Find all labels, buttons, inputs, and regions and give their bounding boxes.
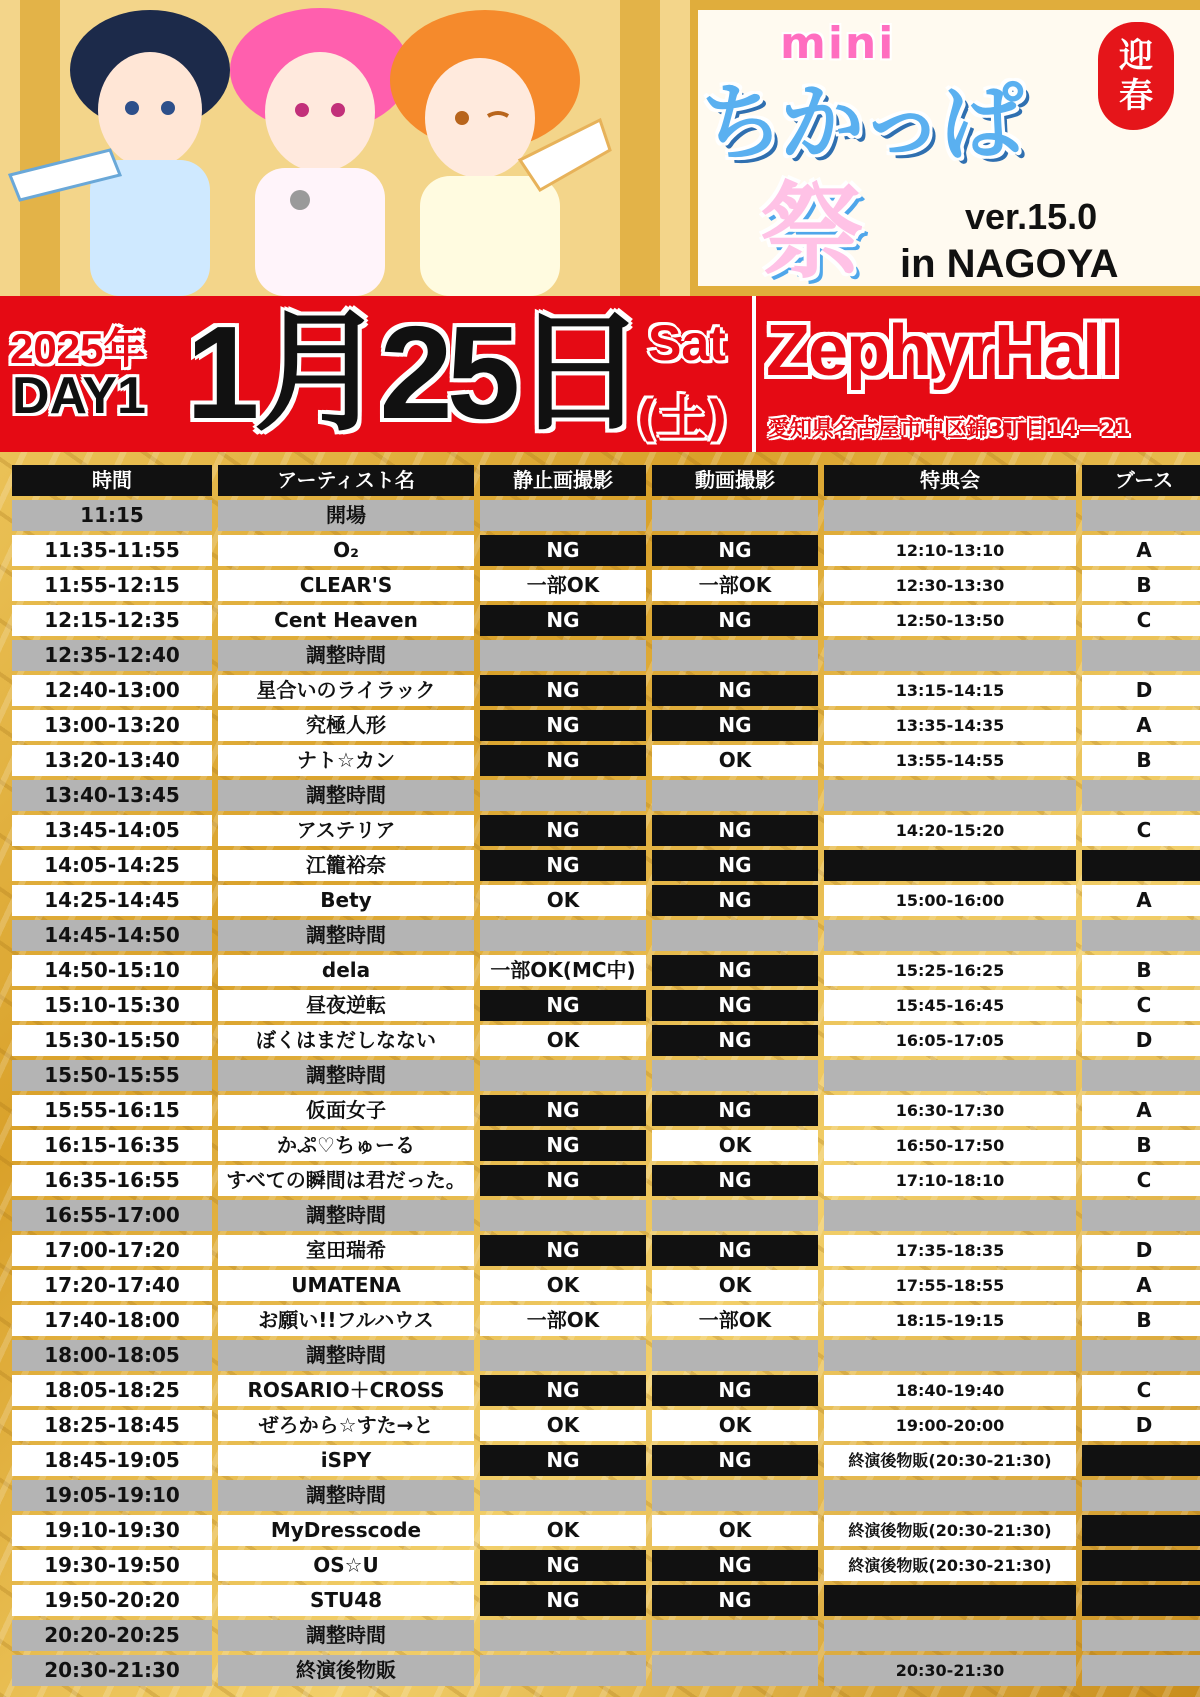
time-cell: 17:00-17:20 (12, 1235, 212, 1266)
artist-cell: 江籠裕奈 (218, 850, 474, 881)
video-cell: OK (652, 745, 818, 776)
time-cell: 14:45-14:50 (12, 920, 212, 951)
benefit-event-cell: 17:10-18:10 (824, 1165, 1076, 1196)
artist-cell: 調整時間 (218, 1340, 474, 1371)
artist-cell: 調整時間 (218, 1200, 474, 1231)
benefit-event-cell: 17:55-18:55 (824, 1270, 1076, 1301)
time-cell: 15:30-15:50 (12, 1025, 212, 1056)
benefit-event-cell (824, 1620, 1076, 1651)
time-cell: 12:40-13:00 (12, 675, 212, 706)
time-cell: 17:20-17:40 (12, 1270, 212, 1301)
photo-cell: NG (480, 535, 646, 566)
booth-cell (1082, 500, 1200, 531)
photo-cell: NG (480, 605, 646, 636)
video-cell: 一部OK (652, 570, 818, 601)
video-cell: NG (652, 1585, 818, 1616)
booth-cell: A (1082, 535, 1200, 566)
date-block (0, 296, 750, 452)
booth-cell: C (1082, 1375, 1200, 1406)
artist-cell: ぼくはまだしなない (218, 1025, 474, 1056)
benefit-event-cell (824, 780, 1076, 811)
benefit-event-cell: 15:25-16:25 (824, 955, 1076, 986)
booth-cell: A (1082, 710, 1200, 741)
time-cell: 19:10-19:30 (12, 1515, 212, 1546)
time-cell: 18:00-18:05 (12, 1340, 212, 1371)
poster-header (0, 0, 1200, 296)
benefit-event-cell (824, 640, 1076, 671)
video-cell: NG (652, 1235, 818, 1266)
booth-cell: B (1082, 1305, 1200, 1336)
video-cell: NG (652, 605, 818, 636)
artist-cell: お願い!!フルハウス (218, 1305, 474, 1336)
booth-cell (1082, 850, 1200, 881)
event-year: 2025年 (10, 325, 146, 372)
benefit-event-cell: 12:50-13:50 (824, 605, 1076, 636)
booth-cell: B (1082, 955, 1200, 986)
header-booth: ブース (1082, 465, 1200, 496)
event-city: in NAGOYA (900, 242, 1119, 286)
day-label: DAY1 (12, 367, 146, 425)
booth-cell (1082, 1550, 1200, 1581)
benefit-event-cell: 16:30-17:30 (824, 1095, 1076, 1126)
weekday-en: Sat (648, 315, 726, 371)
time-cell: 13:45-14:05 (12, 815, 212, 846)
event-date: 1月25日 (186, 299, 641, 446)
artist-cell: 調整時間 (218, 640, 474, 671)
video-cell: NG (652, 990, 818, 1021)
benefit-event-cell: 終演後物販(20:30-21:30) (824, 1515, 1076, 1546)
booth-cell (1082, 780, 1200, 811)
video-cell: NG (652, 815, 818, 846)
video-cell: OK (652, 1515, 818, 1546)
video-cell (652, 1655, 818, 1686)
event-logo: ちかっぱ (700, 74, 1021, 172)
benefit-event-cell (824, 850, 1076, 881)
booth-cell (1082, 1620, 1200, 1651)
photo-cell: NG (480, 1550, 646, 1581)
booth-cell (1082, 1655, 1200, 1686)
benefit-event-cell: 18:40-19:40 (824, 1375, 1076, 1406)
artist-cell: OS☆U (218, 1550, 474, 1581)
booth-cell: C (1082, 1165, 1200, 1196)
booth-cell: D (1082, 675, 1200, 706)
benefit-event-cell (824, 920, 1076, 951)
time-cell: 13:40-13:45 (12, 780, 212, 811)
photo-cell: NG (480, 990, 646, 1021)
artist-cell: 仮面女子 (218, 1095, 474, 1126)
artist-cell: MyDresscode (218, 1515, 474, 1546)
video-cell: NG (652, 1095, 818, 1126)
booth-cell: B (1082, 570, 1200, 601)
benefit-event-cell: 12:30-13:30 (824, 570, 1076, 601)
video-cell: NG (652, 955, 818, 986)
artist-cell: UMATENA (218, 1270, 474, 1301)
time-cell: 19:05-19:10 (12, 1480, 212, 1511)
benefit-event-cell: 16:05-17:05 (824, 1025, 1076, 1056)
booth-cell: C (1082, 605, 1200, 636)
video-cell: OK (652, 1270, 818, 1301)
benefit-event-cell (824, 1585, 1076, 1616)
photo-cell: NG (480, 1445, 646, 1476)
photo-cell: NG (480, 1375, 646, 1406)
video-cell: NG (652, 850, 818, 881)
video-cell: NG (652, 535, 818, 566)
artist-cell: 開場 (218, 500, 474, 531)
booth-cell: A (1082, 1270, 1200, 1301)
event-version: ver.15.0 (965, 196, 1098, 237)
benefit-event-cell (824, 1200, 1076, 1231)
photo-cell: NG (480, 745, 646, 776)
benefit-event-cell: 終演後物販(20:30-21:30) (824, 1445, 1076, 1476)
video-cell (652, 500, 818, 531)
artist-cell: dela (218, 955, 474, 986)
benefit-event-cell (824, 1480, 1076, 1511)
photo-cell: NG (480, 1235, 646, 1266)
booth-cell: D (1082, 1410, 1200, 1441)
video-cell (652, 780, 818, 811)
video-cell (652, 640, 818, 671)
time-cell: 13:20-13:40 (12, 745, 212, 776)
artist-cell: STU48 (218, 1585, 474, 1616)
venue-name: ZephyrHall (766, 311, 1119, 391)
video-cell: NG (652, 1375, 818, 1406)
video-cell: 一部OK (652, 1305, 818, 1336)
header-time: 時間 (12, 465, 212, 496)
video-cell (652, 1200, 818, 1231)
booth-cell: A (1082, 1095, 1200, 1126)
benefit-event-cell: 20:30-21:30 (824, 1655, 1076, 1686)
booth-cell (1082, 1060, 1200, 1091)
header-benefit-event: 特典会 (824, 465, 1076, 496)
date-banner (0, 296, 1200, 452)
benefit-event-cell: 15:00-16:00 (824, 885, 1076, 916)
video-cell: NG (652, 885, 818, 916)
photo-cell: NG (480, 1165, 646, 1196)
benefit-event-cell (824, 1060, 1076, 1091)
time-cell: 15:10-15:30 (12, 990, 212, 1021)
booth-cell: B (1082, 745, 1200, 776)
photo-cell: NG (480, 850, 646, 881)
benefit-event-cell (824, 500, 1076, 531)
photo-cell (480, 1480, 646, 1511)
artist-cell: Bety (218, 885, 474, 916)
video-cell (652, 1340, 818, 1371)
benefit-event-cell: 15:45-16:45 (824, 990, 1076, 1021)
photo-cell: OK (480, 1025, 646, 1056)
booth-cell (1082, 1340, 1200, 1371)
time-cell: 20:30-21:30 (12, 1655, 212, 1686)
video-cell: OK (652, 1410, 818, 1441)
artist-cell: 調整時間 (218, 1620, 474, 1651)
photo-cell: 一部OK (480, 1305, 646, 1336)
artist-cell: 星合いのライラック (218, 675, 474, 706)
video-cell: OK (652, 1130, 818, 1161)
booth-cell: C (1082, 815, 1200, 846)
artist-cell: Cent Heaven (218, 605, 474, 636)
geishun-seal (1098, 22, 1174, 130)
benefit-event-cell: 19:00-20:00 (824, 1410, 1076, 1441)
booth-cell (1082, 1515, 1200, 1546)
booth-cell: D (1082, 1025, 1200, 1056)
photo-cell: OK (480, 1270, 646, 1301)
time-cell: 16:55-17:00 (12, 1200, 212, 1231)
video-cell: NG (652, 710, 818, 741)
benefit-event-cell: 18:15-19:15 (824, 1305, 1076, 1336)
benefit-event-cell: 終演後物販(20:30-21:30) (824, 1550, 1076, 1581)
logo-mini: mini (780, 18, 896, 69)
photo-cell (480, 500, 646, 531)
gold-stripe (690, 0, 698, 296)
photo-cell (480, 1200, 646, 1231)
event-logo-sub: 祭 (760, 171, 865, 293)
venue-address: 愛知県名古屋市中区錦3丁目14－21 (768, 417, 1131, 442)
video-cell (652, 920, 818, 951)
time-cell: 11:55-12:15 (12, 570, 212, 601)
booth-cell (1082, 1480, 1200, 1511)
photo-cell (480, 780, 646, 811)
benefit-event-cell: 14:20-15:20 (824, 815, 1076, 846)
time-cell: 18:25-18:45 (12, 1410, 212, 1441)
photo-cell (480, 1655, 646, 1686)
artist-cell: 調整時間 (218, 1480, 474, 1511)
benefit-event-cell: 13:55-14:55 (824, 745, 1076, 776)
benefit-event-cell: 16:50-17:50 (824, 1130, 1076, 1161)
photo-cell (480, 920, 646, 951)
artist-cell: ナト☆カン (218, 745, 474, 776)
time-cell: 12:35-12:40 (12, 640, 212, 671)
time-cell: 17:40-18:00 (12, 1305, 212, 1336)
benefit-event-cell (824, 1340, 1076, 1371)
time-cell: 13:00-13:20 (12, 710, 212, 741)
photo-cell: OK (480, 1410, 646, 1441)
time-cell: 19:30-19:50 (12, 1550, 212, 1581)
weekday-jp: (土) (636, 391, 728, 447)
booth-cell: A (1082, 885, 1200, 916)
benefit-event-cell: 12:10-13:10 (824, 535, 1076, 566)
time-cell: 15:55-16:15 (12, 1095, 212, 1126)
photo-cell: NG (480, 1095, 646, 1126)
time-cell: 14:50-15:10 (12, 955, 212, 986)
booth-cell (1082, 1585, 1200, 1616)
artist-cell: 調整時間 (218, 1060, 474, 1091)
time-cell: 18:05-18:25 (12, 1375, 212, 1406)
video-cell (652, 1620, 818, 1651)
artist-cell: 究極人形 (218, 710, 474, 741)
booth-cell: B (1082, 1130, 1200, 1161)
idol-illustration (0, 0, 690, 296)
booth-cell (1082, 920, 1200, 951)
time-cell: 20:20-20:25 (12, 1620, 212, 1651)
time-cell: 15:50-15:55 (12, 1060, 212, 1091)
video-cell: NG (652, 1550, 818, 1581)
header-artist: アーティスト名 (218, 465, 474, 496)
video-cell: NG (652, 675, 818, 706)
photo-cell: 一部OK(MC中) (480, 955, 646, 986)
photo-cell: OK (480, 1515, 646, 1546)
benefit-event-cell: 13:15-14:15 (824, 675, 1076, 706)
booth-cell (1082, 640, 1200, 671)
artist-cell: iSPY (218, 1445, 474, 1476)
time-cell: 16:35-16:55 (12, 1165, 212, 1196)
photo-cell: NG (480, 1585, 646, 1616)
time-cell: 11:15 (12, 500, 212, 531)
artist-cell: O₂ (218, 535, 474, 566)
booth-cell: D (1082, 1235, 1200, 1266)
seal-char: 春 (1119, 76, 1153, 116)
venue-block (752, 296, 1200, 452)
artist-cell: すべての瞬間は君だった。 (218, 1165, 474, 1196)
video-cell (652, 1480, 818, 1511)
artist-cell: ROSARIO＋CROSS (218, 1375, 474, 1406)
seal-char: 迎 (1119, 36, 1153, 76)
time-cell: 16:15-16:35 (12, 1130, 212, 1161)
photo-cell (480, 640, 646, 671)
video-cell: NG (652, 1445, 818, 1476)
video-cell: NG (652, 1165, 818, 1196)
photo-cell (480, 1620, 646, 1651)
photo-cell: 一部OK (480, 570, 646, 601)
video-cell: NG (652, 1025, 818, 1056)
artist-cell: 昼夜逆転 (218, 990, 474, 1021)
photo-cell: OK (480, 885, 646, 916)
artist-cell: ぜろから☆すた→と (218, 1410, 474, 1441)
artist-cell: CLEAR'S (218, 570, 474, 601)
artist-cell: アステリア (218, 815, 474, 846)
artist-cell: 調整時間 (218, 920, 474, 951)
header-photo: 静止画撮影 (480, 465, 646, 496)
time-cell: 11:35-11:55 (12, 535, 212, 566)
time-cell: 14:05-14:25 (12, 850, 212, 881)
artist-cell: 調整時間 (218, 780, 474, 811)
time-cell: 18:45-19:05 (12, 1445, 212, 1476)
photo-cell: NG (480, 675, 646, 706)
booth-cell (1082, 1200, 1200, 1231)
photo-cell: NG (480, 1130, 646, 1161)
benefit-event-cell: 17:35-18:35 (824, 1235, 1076, 1266)
photo-cell: NG (480, 815, 646, 846)
booth-cell: C (1082, 990, 1200, 1021)
time-cell: 12:15-12:35 (12, 605, 212, 636)
photo-cell (480, 1060, 646, 1091)
booth-cell (1082, 1445, 1200, 1476)
time-cell: 19:50-20:20 (12, 1585, 212, 1616)
timetable (12, 465, 1188, 1686)
header-video: 動画撮影 (652, 465, 818, 496)
artist-cell: 終演後物販 (218, 1655, 474, 1686)
benefit-event-cell: 13:35-14:35 (824, 710, 1076, 741)
artist-cell: かぷ♡ちゅーる (218, 1130, 474, 1161)
artist-cell: 室田瑞希 (218, 1235, 474, 1266)
photo-cell: NG (480, 710, 646, 741)
photo-cell (480, 1340, 646, 1371)
time-cell: 14:25-14:45 (12, 885, 212, 916)
video-cell (652, 1060, 818, 1091)
